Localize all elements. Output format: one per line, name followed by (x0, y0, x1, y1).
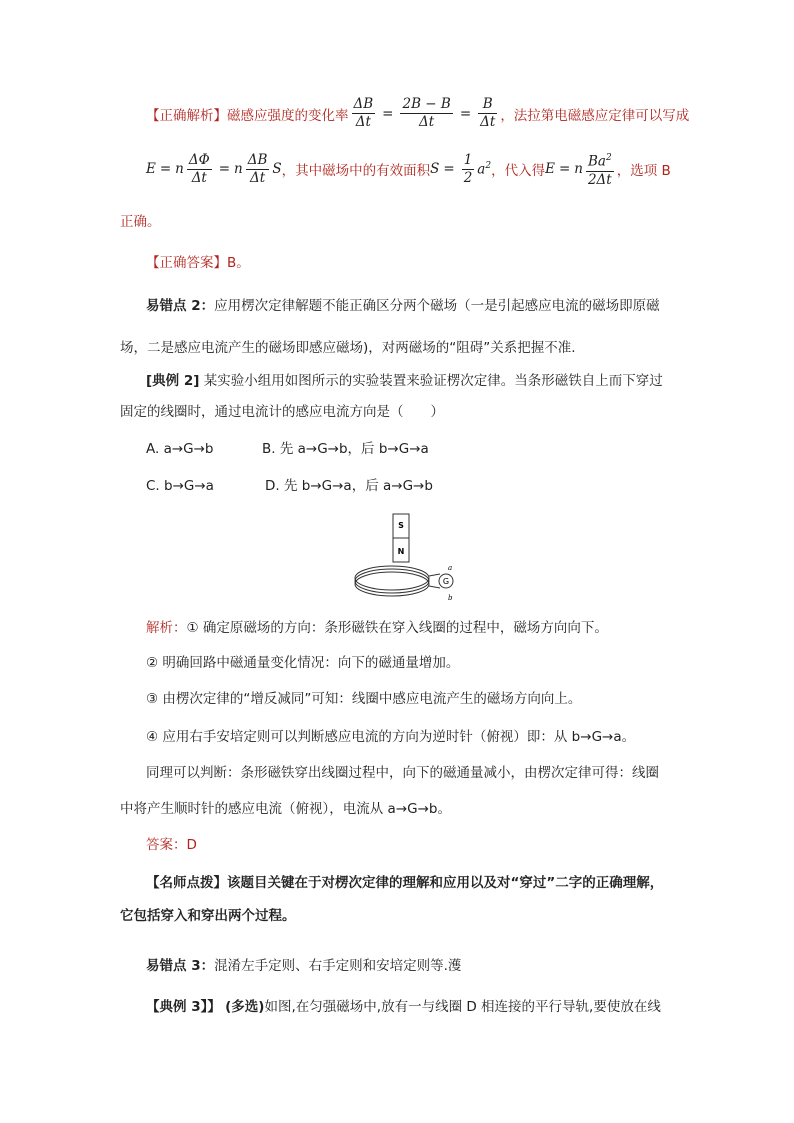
example3-text: 如图,在匀强磁场中,放有一与线圈 D 相连接的平行导轨,要使放在线 (264, 999, 661, 1015)
coil-loop-3 (355, 572, 429, 596)
example2-line-2: 固定的线圈时，通过电流计的感应电流方向是（ ） (120, 404, 444, 420)
magnet-n-label: N (397, 547, 405, 556)
example3-line (146, 997, 661, 1017)
solution-step2: ② 明确回路中磁通量变化情况：向下的磁通量增加。 (146, 655, 460, 671)
correct-answer (146, 253, 250, 273)
symbol-n: n (175, 161, 184, 178)
analysis-tail: ，法拉第电磁感应定律可以写成 (500, 107, 690, 124)
analysis-mid2: ，代入得 (491, 163, 546, 180)
magnet-coil-figure (352, 512, 462, 604)
pitfall2-line-2: 场，二是感应电流产生的磁场即感应磁场)，对两磁场的“阻碍”关系把握不准. (120, 340, 576, 356)
coil-loop-2 (355, 569, 429, 593)
teacher-tip-line-2: 它包括穿入和穿出两个过程。 (120, 908, 296, 924)
pitfall2-text1: 应用楞次定律解题不能正确区分两个磁场（一是引起感应电流的磁场即原磁 (214, 298, 660, 314)
magnet-s-label: S (398, 521, 404, 530)
symbol-n-3: n (574, 161, 583, 178)
example2-label: [典例 2] (146, 373, 200, 389)
symbol-E-2: E (545, 161, 555, 178)
pitfall3-label: 易错点 3： (146, 958, 215, 974)
galvanometer-label: G (442, 577, 450, 586)
fraction-B-dt: $\frac{B}{\Delta t}$ (480, 96, 496, 130)
symbol-S: S (272, 161, 282, 178)
fraction-dPhi-dt: $\frac{\Delta\Phi}{\Delta t}$ (188, 151, 210, 186)
option-b: B. 先 a→G→b，后 b→G→a (262, 441, 429, 457)
answer-tag: 【正确答案】 (146, 255, 227, 271)
symbol-n-2: n (234, 161, 243, 178)
pitfall3-line (146, 956, 461, 976)
option-c: C. b→G→a (146, 478, 214, 494)
solution-step5-line2: 中将产生顺时针的感应电流（俯视），电流从 a→G→b。 (120, 801, 451, 817)
fraction-dB-dt: $\frac{\Delta B}{\Delta t}$ (353, 96, 374, 130)
fraction-dB-dt-2: $\frac{\Delta B}{\Delta t}$ (247, 151, 268, 186)
analysis-tail2: ，选项 B (616, 163, 671, 180)
solution-line-1 (146, 618, 608, 638)
pitfall2-line-1 (146, 296, 660, 316)
pitfall3-text: 混淆左手定则、右手定则和安培定则等.濩 (214, 958, 462, 974)
example3-multi: (多选) (225, 999, 265, 1015)
coil-loop-1 (355, 566, 429, 590)
option-d: D. 先 b→G→a，后 a→G→b (265, 478, 433, 494)
fraction-2B-minus-B: $\frac{2B - B}{\Delta t}$ (402, 96, 451, 130)
solution-step3: ③ 由楞次定律的“增反减同”可知：线圈中感应电流产生的磁场方向向上。 (146, 691, 582, 707)
example2-line-1 (146, 371, 663, 391)
solution-step4: ④ 应用右手安培定则可以判断感应电流的方向为逆时针（俯视）即：从 b→G→a。 (146, 729, 636, 745)
answer-value: B。 (227, 255, 250, 271)
solution-answer: 答案：D (146, 837, 197, 853)
analysis-mid: ，其中磁场中的有效面积 (281, 163, 431, 180)
fraction-half: $\frac{1}{2}$ (463, 151, 473, 186)
analysis-tag: 【正确解析】 (146, 107, 227, 124)
analysis-line-2: E = n $\frac{\Delta\Phi}{\Delta t}$ = n $\frac{\Delta B}{\Delta t}$ S ，其中磁场中的有效面积 S = $\frac{1}{2}$ $a^2$ ，代入得 E = n $\frac{Ba^2}{2\Delta t}$ ，选项 B (146, 151, 671, 188)
terminal-b-label: b (448, 594, 453, 602)
fraction-Ba2-2dt: $\frac{Ba^2}{2\Delta t}$ (586, 150, 614, 189)
example2-text1: 某实验小组用如图所示的实验装置来验证楞次定律。当条形磁铁自上而下穿过 (203, 373, 663, 389)
symbol-S-2: S (430, 161, 440, 178)
analysis-line-1: 【正确解析】 磁感应强度的变化率 $\frac{\Delta B}{\Delta t}$ = $\frac{2B - B}{\Delta t}$ = $\frac{B}{\Delta t}$ ，法拉第电磁感应定律可以写成 (146, 96, 690, 130)
option-a: A. a→G→b (146, 441, 214, 457)
analysis-line-3: 正确。 (120, 214, 161, 230)
solution-step5-line1: 同理可以判断：条形磁铁穿出线圈过程中，向下的磁通量减小，由楞次定律可得：线圈 (146, 765, 659, 781)
analysis-lead: 磁感应强度的变化率 (227, 107, 349, 124)
example3-label: 【典例 3】】 (146, 999, 221, 1015)
symbol-E: E (146, 161, 156, 178)
solution-label: 解析： (146, 620, 187, 636)
symbol-a-squared: $a^2$ (477, 161, 492, 178)
pitfall2-label: 易错点 2： (146, 298, 215, 314)
terminal-a-label: a (448, 564, 453, 572)
teacher-tip-line-1: 【名师点拨】该题目关键在于对楞次定律的理解和应用以及对“穿过”二字的正确理解， (146, 875, 664, 891)
solution-step1: ① 确定原磁场的方向：条形磁铁在穿入线圈的过程中，磁场方向向下。 (186, 620, 608, 636)
